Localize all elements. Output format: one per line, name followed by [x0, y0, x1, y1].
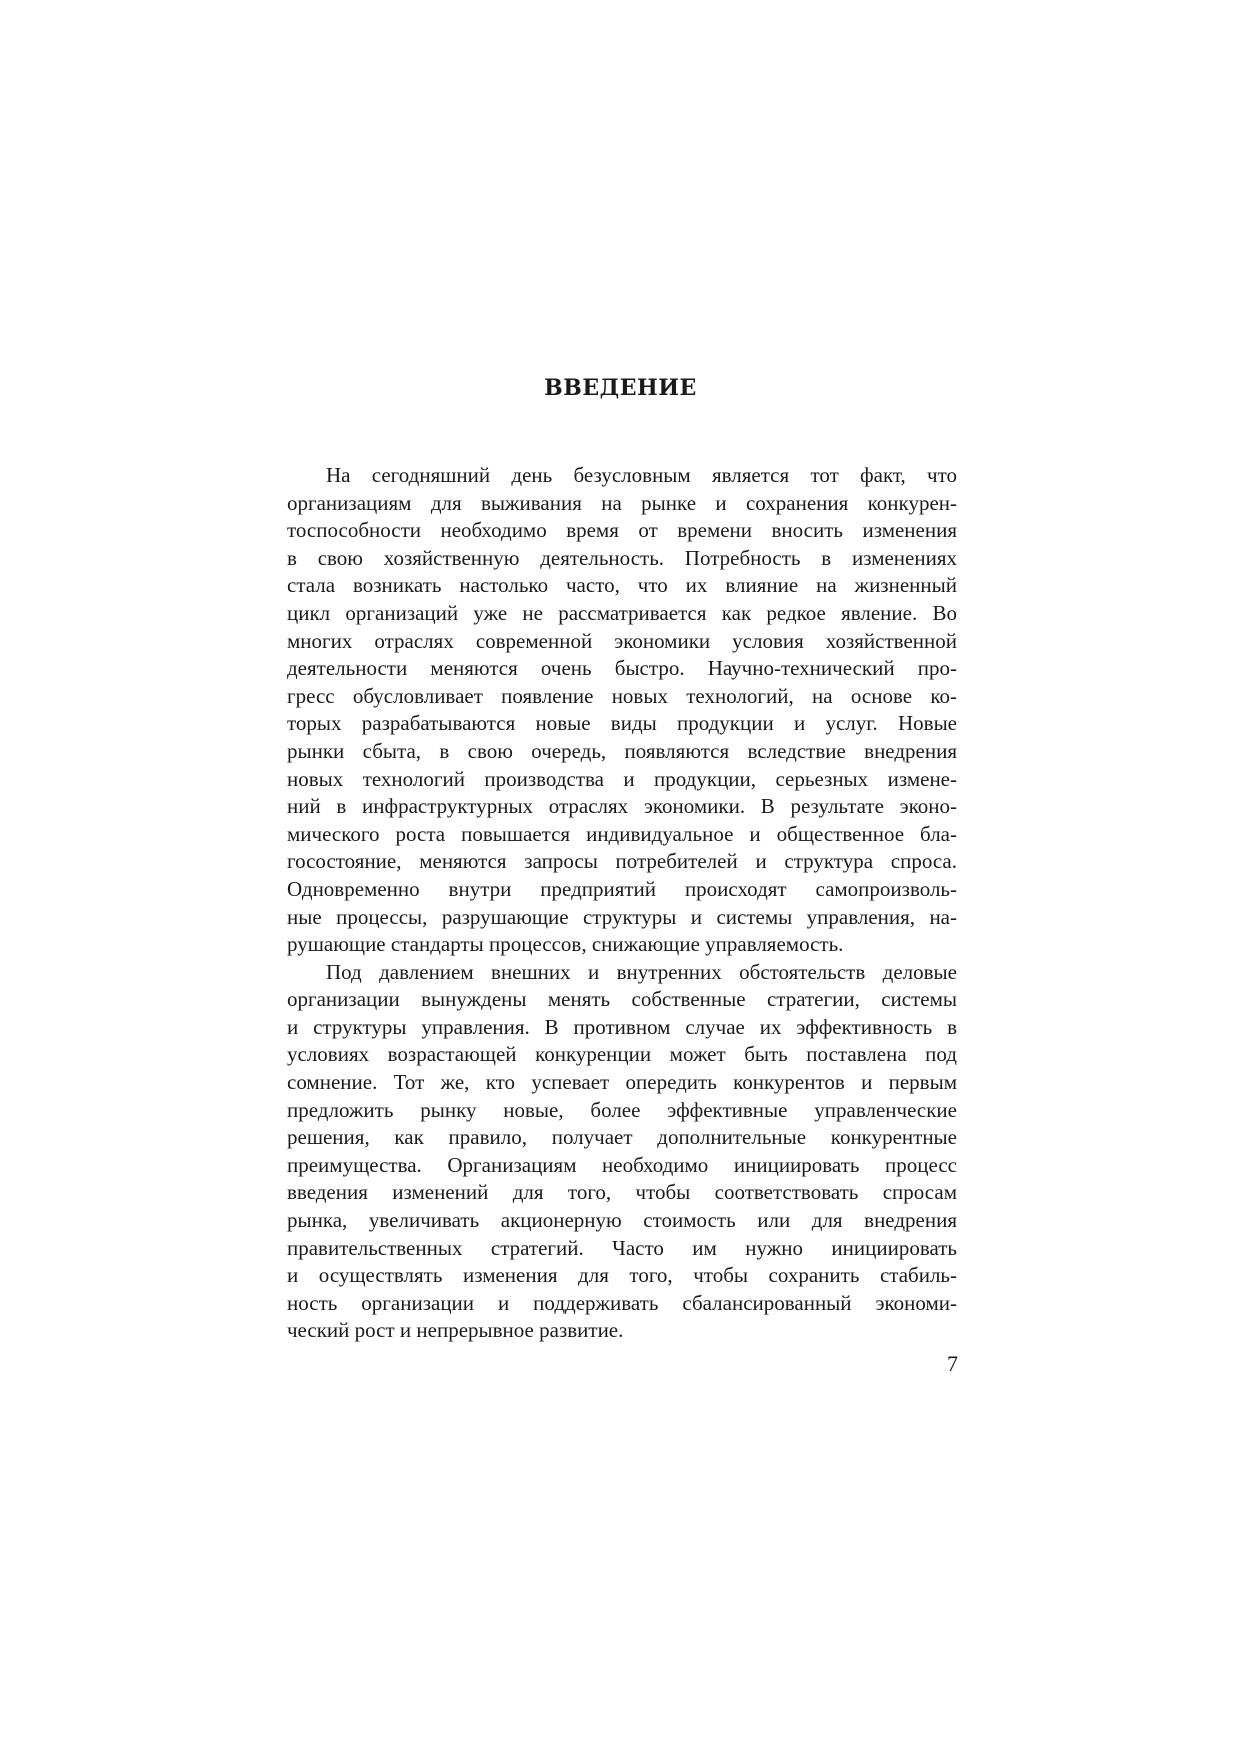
paragraph-1: [287, 462, 957, 959]
text-line: предложить рынку новые, более эффективные управленческие: [287, 1097, 957, 1122]
text-line: торых разрабатываются новые виды продукции и услуг. Новые: [287, 711, 957, 736]
text-line: ность организации и поддерживать сбалансированный экономи-: [287, 1290, 957, 1315]
text-line: ний в инфраструктурных отраслях экономики. В результате эконо-: [287, 794, 957, 819]
text-line: условиях возрастающей конкуренции может быть поставлена под: [287, 1042, 957, 1067]
text-line: правительственных стратегий. Часто им нужно инициировать: [287, 1235, 957, 1260]
body-text: [287, 462, 957, 1345]
text-line: сомнение. Тот же, кто успевает опередить конкурентов и первым: [287, 1070, 957, 1095]
text-line: преимущества. Организациям необходимо инициировать процесс: [287, 1152, 957, 1177]
text-line: гресс обусловливает появление новых технологий, на основе ко-: [287, 683, 957, 708]
page-number: 7: [947, 1351, 958, 1376]
text-line: стала возникать настолько часто, что их влияние на жизненный: [287, 573, 957, 598]
text-line: цикл организаций уже не рассматривается как редкое явление. Во: [287, 600, 957, 625]
text-line: организации вынуждены менять собственные стратегии, системы: [287, 987, 957, 1012]
text-line: деятельности меняются очень быстро. Научно-технический про-: [287, 656, 957, 681]
text-line: решения, как правило, получает дополнительные конкурентные: [287, 1125, 957, 1150]
text-line: госостояние, меняются запросы потребителей и структура спроса.: [287, 849, 957, 874]
text-line: организациям для выживания на рынке и сохранения конкурен-: [287, 490, 957, 515]
text-line: новых технологий производства и продукции, серьезных измене-: [287, 766, 957, 791]
text-line: введения изменений для того, чтобы соответствовать спросам: [287, 1180, 957, 1205]
text-line: Одновременно внутри предприятий происходят самопроизволь-: [287, 876, 957, 901]
text-line: рынки сбыта, в свою очередь, появляются вследствие внедрения: [287, 738, 957, 763]
text-line: в свою хозяйственную деятельность. Потребность в изменениях: [287, 545, 957, 570]
text-line: и структуры управления. В противном случае их эффективность в: [287, 1014, 957, 1039]
text-line: Под давлением внешних и внутренних обстоятельств деловые: [326, 959, 957, 984]
text-line: рушающие стандарты процессов, снижающие управляемость.: [287, 932, 844, 957]
text-line: мического роста повышается индивидуальное и общественное бла-: [287, 821, 957, 846]
page-title: ВВЕДЕНИЕ: [544, 375, 697, 401]
text-line: ные процессы, разрушающие структуры и системы управления, на-: [287, 904, 957, 929]
text-line: На сегодняшний день безусловным является тот факт, что: [326, 463, 957, 487]
text-line: ческий рост и непрерывное развитие.: [287, 1318, 624, 1343]
paragraph-2: [287, 959, 957, 1345]
text-line: рынка, увеличивать акционерную стоимость или для внедрения: [287, 1208, 957, 1233]
text-line: тоспособности необходимо время от времени вносить изменения: [287, 518, 957, 543]
text-line: и осуществлять изменения для того, чтобы сохранить стабиль-: [287, 1263, 957, 1288]
text-line: многих отраслях современной экономики условия хозяйственной: [287, 628, 957, 653]
